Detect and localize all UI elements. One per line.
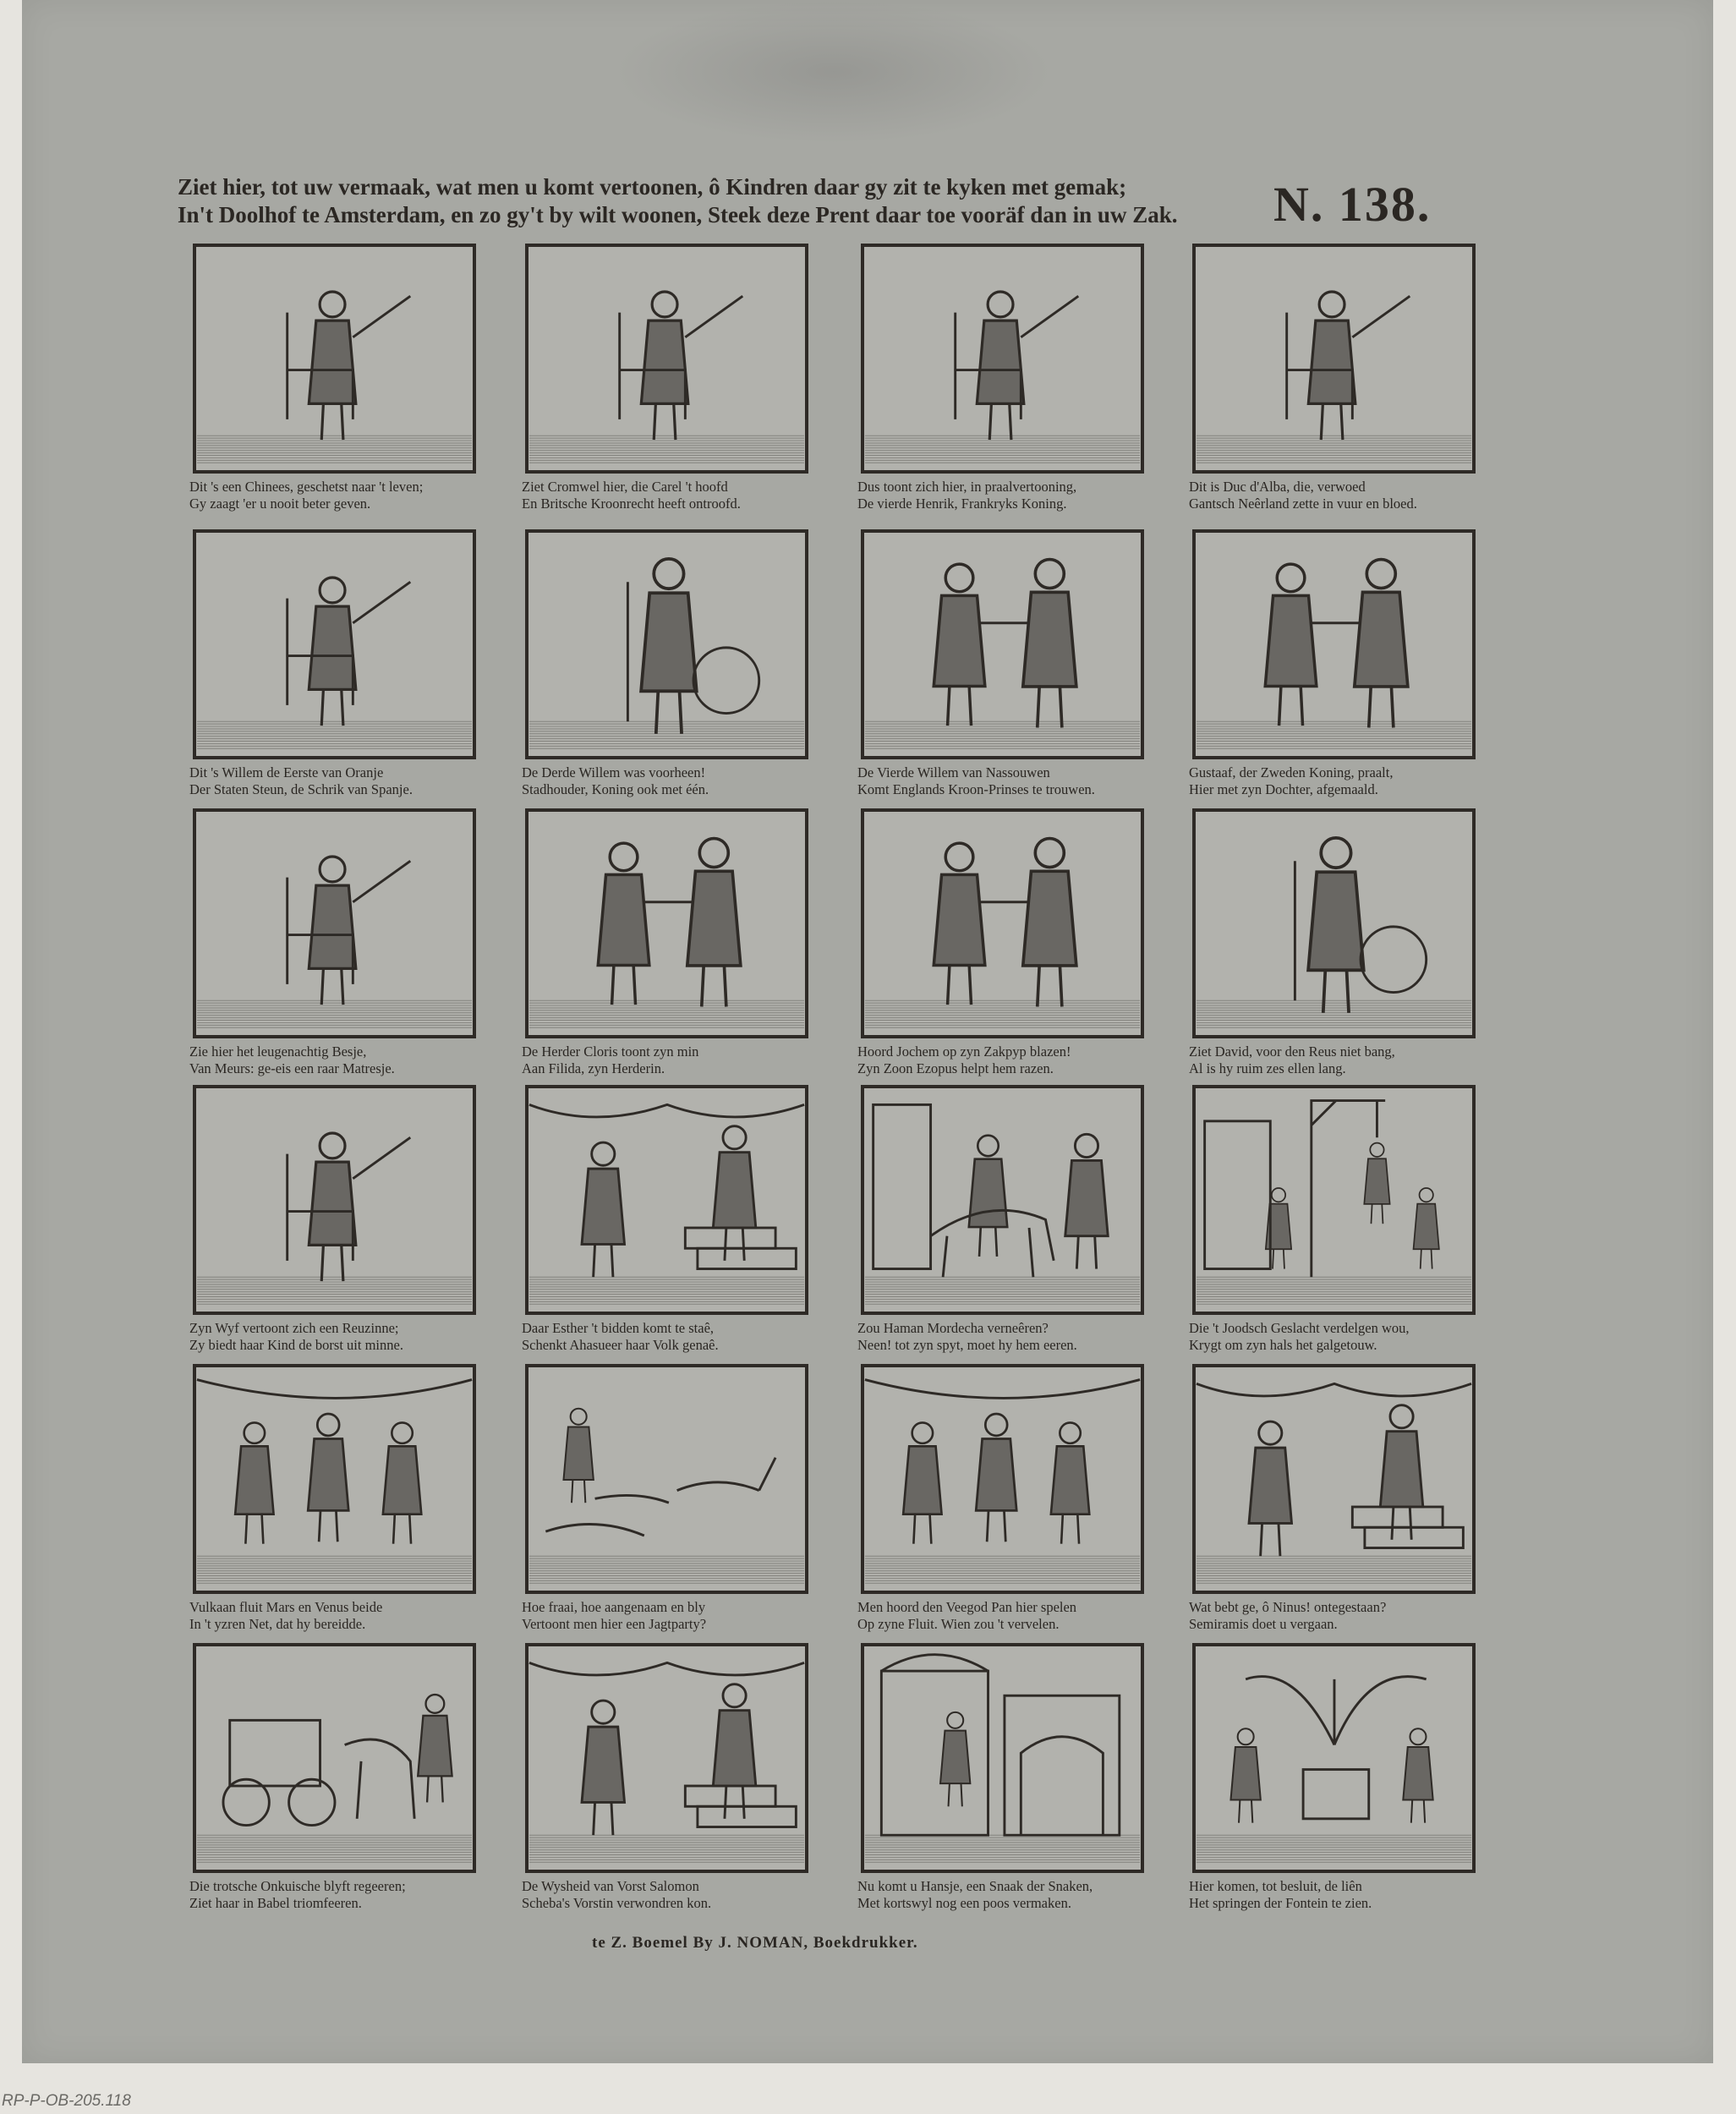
woodcut-illustration bbox=[861, 1643, 1144, 1873]
caption-line-1: Nu komt u Hansje, een Snaak der Snaken, bbox=[857, 1878, 1093, 1894]
panel-caption bbox=[522, 764, 818, 798]
paper-stain bbox=[614, 0, 1054, 144]
woodcut-illustration bbox=[525, 808, 808, 1038]
caption-line-2: De vierde Henrik, Frankryks Koning. bbox=[857, 496, 1067, 512]
panel-caption bbox=[1189, 479, 1485, 512]
caption-line-1: Daar Esther 't bidden komt te staê, bbox=[522, 1320, 715, 1336]
woodcut-illustration bbox=[1192, 1643, 1476, 1873]
woodcut-illustration bbox=[861, 808, 1144, 1038]
woodcut-illustration bbox=[525, 529, 808, 759]
woodcut-grid bbox=[189, 244, 1499, 1911]
panel bbox=[857, 808, 1144, 1085]
panel bbox=[857, 529, 1144, 806]
panel bbox=[857, 1643, 1144, 1920]
caption-line-1: Zie hier het leugenachtig Besje, bbox=[189, 1043, 367, 1060]
panel-caption bbox=[189, 479, 485, 512]
panel-caption bbox=[189, 1043, 485, 1077]
panel bbox=[189, 244, 476, 520]
panel-caption bbox=[522, 479, 818, 512]
panel-caption bbox=[857, 1043, 1153, 1077]
panel bbox=[1189, 808, 1476, 1085]
caption-line-2: Op zyne Fluit. Wien zou 't vervelen. bbox=[857, 1616, 1060, 1632]
panel bbox=[857, 244, 1144, 520]
caption-line-1: De Wysheid van Vorst Salomon bbox=[522, 1878, 699, 1894]
caption-line-2: Van Meurs: ge-eis een raar Matresje. bbox=[189, 1060, 395, 1076]
sheet-number: N. 138. bbox=[1273, 177, 1432, 232]
caption-line-2: Neen! tot zyn spyt, moet hy hem eeren. bbox=[857, 1337, 1077, 1353]
caption-line-2: Hier met zyn Dochter, afgemaald. bbox=[1189, 781, 1378, 797]
caption-line-2: Komt Englands Kroon-Prinses te trouwen. bbox=[857, 781, 1095, 797]
woodcut-illustration bbox=[861, 529, 1144, 759]
panel bbox=[189, 1364, 476, 1640]
caption-line-2: Met kortswyl nog een poos vermaken. bbox=[857, 1895, 1071, 1911]
panel-caption bbox=[1189, 1599, 1485, 1633]
woodcut-illustration bbox=[1192, 529, 1476, 759]
panel bbox=[1189, 1364, 1476, 1640]
caption-line-2: Aan Filida, zyn Herderin. bbox=[522, 1060, 665, 1076]
header-verse bbox=[178, 173, 1421, 229]
woodcut-illustration bbox=[1192, 244, 1476, 474]
panel-caption bbox=[189, 1320, 485, 1354]
caption-line-1: Ziet Cromwel hier, die Carel 't hoofd bbox=[522, 479, 728, 495]
panel-caption bbox=[857, 1320, 1153, 1354]
woodcut-illustration bbox=[1192, 808, 1476, 1038]
panel bbox=[857, 1364, 1144, 1640]
caption-line-1: Gustaaf, der Zweden Koning, praalt, bbox=[1189, 764, 1394, 780]
panel-caption bbox=[189, 1599, 485, 1633]
woodcut-illustration bbox=[861, 1364, 1144, 1594]
caption-line-2: Gy zaagt 'er u nooit beter geven. bbox=[189, 496, 371, 512]
caption-line-1: Hoe fraai, hoe aangenaam en bly bbox=[522, 1599, 706, 1615]
caption-line-1: Hoord Jochem op zyn Zakpyp blazen! bbox=[857, 1043, 1071, 1060]
caption-line-2: In 't yzren Net, dat hy bereidde. bbox=[189, 1616, 366, 1632]
panel-caption bbox=[857, 1599, 1153, 1633]
panel bbox=[1189, 1643, 1476, 1920]
caption-line-2: Zyn Zoon Ezopus helpt hem razen. bbox=[857, 1060, 1054, 1076]
caption-line-1: Men hoord den Veegod Pan hier spelen bbox=[857, 1599, 1077, 1615]
panel bbox=[522, 808, 808, 1085]
panel-caption bbox=[857, 1878, 1153, 1912]
header-line-1: Ziet hier, tot uw vermaak, wat men u komt vertoonen, ô Kindren daar gy zit te kyken met gemak; bbox=[178, 174, 1127, 200]
caption-line-2: Scheba's Vorstin verwondren kon. bbox=[522, 1895, 712, 1911]
woodcut-illustration bbox=[1192, 1364, 1476, 1594]
panel bbox=[522, 1364, 808, 1640]
panel bbox=[189, 1643, 476, 1920]
panel bbox=[522, 529, 808, 806]
woodcut-illustration bbox=[193, 1364, 476, 1594]
caption-line-2: Het springen der Fontein te zien. bbox=[1189, 1895, 1372, 1911]
caption-line-1: Die trotsche Onkuische blyft regeeren; bbox=[189, 1878, 406, 1894]
panel-caption bbox=[857, 479, 1153, 512]
caption-line-2: En Britsche Kroonrecht heeft ontroofd. bbox=[522, 496, 741, 512]
panel-caption bbox=[1189, 1043, 1485, 1077]
panel-caption bbox=[189, 764, 485, 798]
panel-caption bbox=[522, 1599, 818, 1633]
caption-line-2: Schenkt Ahasueer haar Volk genaê. bbox=[522, 1337, 719, 1353]
caption-line-1: Dus toont zich hier, in praalvertooning, bbox=[857, 479, 1077, 495]
caption-line-1: Vulkaan fluit Mars en Venus beide bbox=[189, 1599, 383, 1615]
woodcut-illustration bbox=[525, 1364, 808, 1594]
caption-line-1: De Derde Willem was voorheen! bbox=[522, 764, 706, 780]
caption-line-1: Hier komen, tot besluit, de liên bbox=[1189, 1878, 1362, 1894]
caption-line-1: Die 't Joodsch Geslacht verdelgen wou, bbox=[1189, 1320, 1410, 1336]
panel bbox=[189, 529, 476, 806]
caption-line-1: Dit is Duc d'Alba, die, verwoed bbox=[1189, 479, 1366, 495]
panel bbox=[522, 1643, 808, 1920]
panel-caption bbox=[1189, 764, 1485, 798]
caption-line-2: Gantsch Neêrland zette in vuur en bloed. bbox=[1189, 496, 1417, 512]
woodcut-illustration bbox=[193, 244, 476, 474]
panel bbox=[522, 244, 808, 520]
panel bbox=[189, 808, 476, 1085]
caption-line-2: Krygt om zyn hals het galgetouw. bbox=[1189, 1337, 1377, 1353]
panel-caption bbox=[522, 1320, 818, 1354]
header-line-2: In't Doolhof te Amsterdam, en zo gy't by wilt woonen, Steek deze Prent daar toe vooräf dan in uw Zak. bbox=[178, 202, 1178, 227]
panel-caption bbox=[522, 1878, 818, 1912]
woodcut-illustration bbox=[1192, 1085, 1476, 1315]
woodcut-illustration bbox=[525, 244, 808, 474]
caption-line-1: Zyn Wyf vertoont zich een Reuzinne; bbox=[189, 1320, 399, 1336]
panel-caption bbox=[522, 1043, 818, 1077]
woodcut-illustration bbox=[861, 244, 1144, 474]
caption-line-2: Der Staten Steun, de Schrik van Spanje. bbox=[189, 781, 413, 797]
panel-caption bbox=[1189, 1320, 1485, 1354]
printer-imprint: te Z. Boemel By J. NOMAN, Boekdrukker. bbox=[592, 1934, 918, 1952]
panel-caption bbox=[857, 764, 1153, 798]
caption-line-1: Dit 's een Chinees, geschetst naar 't leven; bbox=[189, 479, 424, 495]
panel bbox=[1189, 529, 1476, 806]
woodcut-illustration bbox=[525, 1085, 808, 1315]
woodcut-illustration bbox=[525, 1643, 808, 1873]
panel bbox=[1189, 244, 1476, 520]
woodcut-illustration bbox=[861, 1085, 1144, 1315]
caption-line-1: De Vierde Willem van Nassouwen bbox=[857, 764, 1050, 780]
caption-line-2: Semiramis doet u vergaan. bbox=[1189, 1616, 1338, 1632]
caption-line-2: Vertoont men hier een Jagtparty? bbox=[522, 1616, 707, 1632]
woodcut-illustration bbox=[193, 529, 476, 759]
panel bbox=[857, 1085, 1144, 1361]
caption-line-1: De Herder Cloris toont zyn min bbox=[522, 1043, 699, 1060]
woodcut-illustration bbox=[193, 1643, 476, 1873]
caption-line-1: Ziet David, voor den Reus niet bang, bbox=[1189, 1043, 1395, 1060]
caption-line-1: Wat bebt ge, ô Ninus! ontegestaan? bbox=[1189, 1599, 1387, 1615]
caption-line-2: Ziet haar in Babel triomfeeren. bbox=[189, 1895, 362, 1911]
woodcut-illustration bbox=[193, 808, 476, 1038]
panel-caption bbox=[1189, 1878, 1485, 1912]
panel bbox=[1189, 1085, 1476, 1361]
caption-line-1: Zou Haman Mordecha verneêren? bbox=[857, 1320, 1049, 1336]
inventory-stamp: RP-P-OB-205.118 bbox=[2, 2092, 131, 2110]
caption-line-1: Dit 's Willem de Eerste van Oranje bbox=[189, 764, 384, 780]
panel bbox=[189, 1085, 476, 1361]
caption-line-2: Stadhouder, Koning ook met één. bbox=[522, 781, 709, 797]
caption-line-2: Zy biedt haar Kind de borst uit minne. bbox=[189, 1337, 403, 1353]
caption-line-2: Al is hy ruim zes ellen lang. bbox=[1189, 1060, 1346, 1076]
woodcut-illustration bbox=[193, 1085, 476, 1315]
panel bbox=[522, 1085, 808, 1361]
panel-caption bbox=[189, 1878, 485, 1912]
